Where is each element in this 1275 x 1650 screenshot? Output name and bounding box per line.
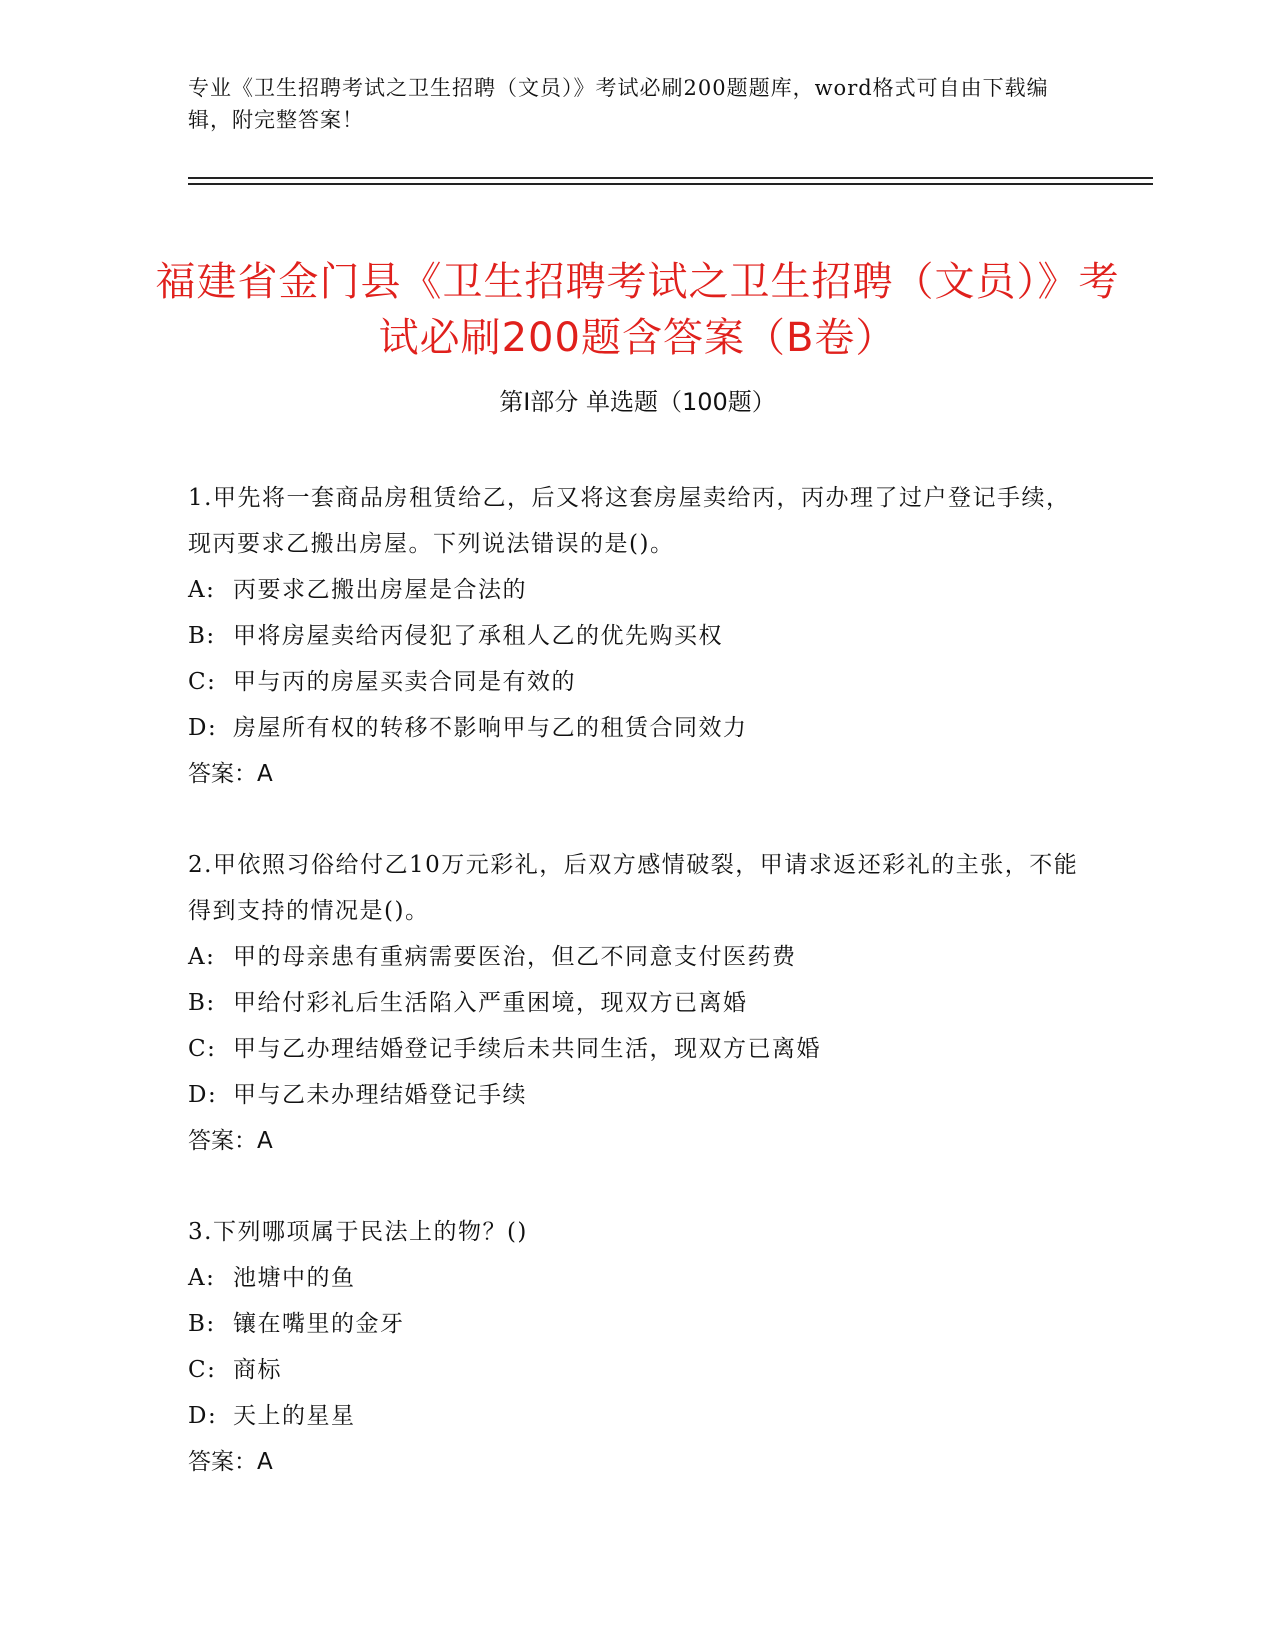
option-letter: C: (188, 1357, 217, 1383)
option-c (188, 659, 1088, 705)
question-1 (188, 475, 1088, 797)
option-text: 房屋所有权的转移不影响甲与乙的租赁合同效力 (233, 715, 748, 741)
answer-label: 答案：A (188, 1449, 273, 1475)
option-text: 甲给付彩礼后生活陷入严重困境，现双方已离婚 (233, 990, 748, 1016)
document-title: 福建省金门县《卫生招聘考试之卫生招聘（文员）》考试必刷200题含答案（B卷） (155, 258, 1120, 361)
option-b (188, 980, 1088, 1026)
question-2 (188, 842, 1088, 1164)
answer-label: 答案：A (188, 1128, 273, 1154)
option-letter: A: (188, 577, 216, 603)
option-d (188, 705, 1088, 751)
option-text: 甲与乙办理结婚登记手续后未共同生活，现双方已离婚 (233, 1036, 821, 1062)
option-text: 商标 (233, 1357, 282, 1383)
question-stem: 2.甲依照习俗给付乙10万元彩礼，后双方感情破裂，甲请求返还彩礼的主张，不能得到支持的情况是()。 (188, 852, 1079, 924)
option-a (188, 567, 1088, 613)
option-text: 甲将房屋卖给丙侵犯了承租人乙的优先购买权 (233, 623, 723, 649)
option-letter: B: (188, 623, 216, 649)
option-text: 镶在嘴里的金牙 (233, 1311, 405, 1337)
option-c (188, 1026, 1088, 1072)
option-text: 甲的母亲患有重病需要医治，但乙不同意支付医药费 (233, 944, 797, 970)
option-a (188, 1255, 1088, 1301)
option-letter: A: (188, 1265, 216, 1291)
option-text: 丙要求乙搬出房屋是合法的 (233, 577, 527, 603)
option-text: 甲与丙的房屋买卖合同是有效的 (233, 669, 576, 695)
question-stem: 3.下列哪项属于民法上的物？() (188, 1219, 528, 1245)
option-a (188, 934, 1088, 980)
option-b (188, 1301, 1088, 1347)
option-letter: C: (188, 1036, 217, 1062)
option-letter: C: (188, 669, 217, 695)
question-list (188, 475, 1088, 1530)
option-letter: B: (188, 990, 216, 1016)
question-3 (188, 1209, 1088, 1485)
option-d (188, 1393, 1088, 1439)
option-text: 甲与乙未办理结婚登记手续 (233, 1082, 527, 1108)
option-b (188, 613, 1088, 659)
option-text: 池塘中的鱼 (233, 1265, 356, 1291)
section-title: 第Ⅰ部分 单选题（100题） (499, 388, 776, 416)
option-text: 天上的星星 (233, 1403, 356, 1429)
header-note: 专业《卫生招聘考试之卫生招聘（文员）》考试必刷200题题库，word格式可自由下载编辑，附完整答案！ (188, 76, 1049, 132)
answer-label: 答案：A (188, 761, 273, 787)
option-letter: D: (188, 1403, 218, 1429)
header-divider-top (188, 177, 1153, 179)
option-letter: D: (188, 1082, 218, 1108)
option-letter: D: (188, 715, 218, 741)
option-c (188, 1347, 1088, 1393)
option-letter: A: (188, 944, 216, 970)
question-stem: 1.甲先将一套商品房租赁给乙，后又将这套房屋卖给丙，丙办理了过户登记手续，现丙要求乙搬出房屋。下列说法错误的是()。 (188, 485, 1071, 557)
header-divider-bottom (188, 183, 1153, 185)
option-letter: B: (188, 1311, 216, 1337)
option-d (188, 1072, 1088, 1118)
